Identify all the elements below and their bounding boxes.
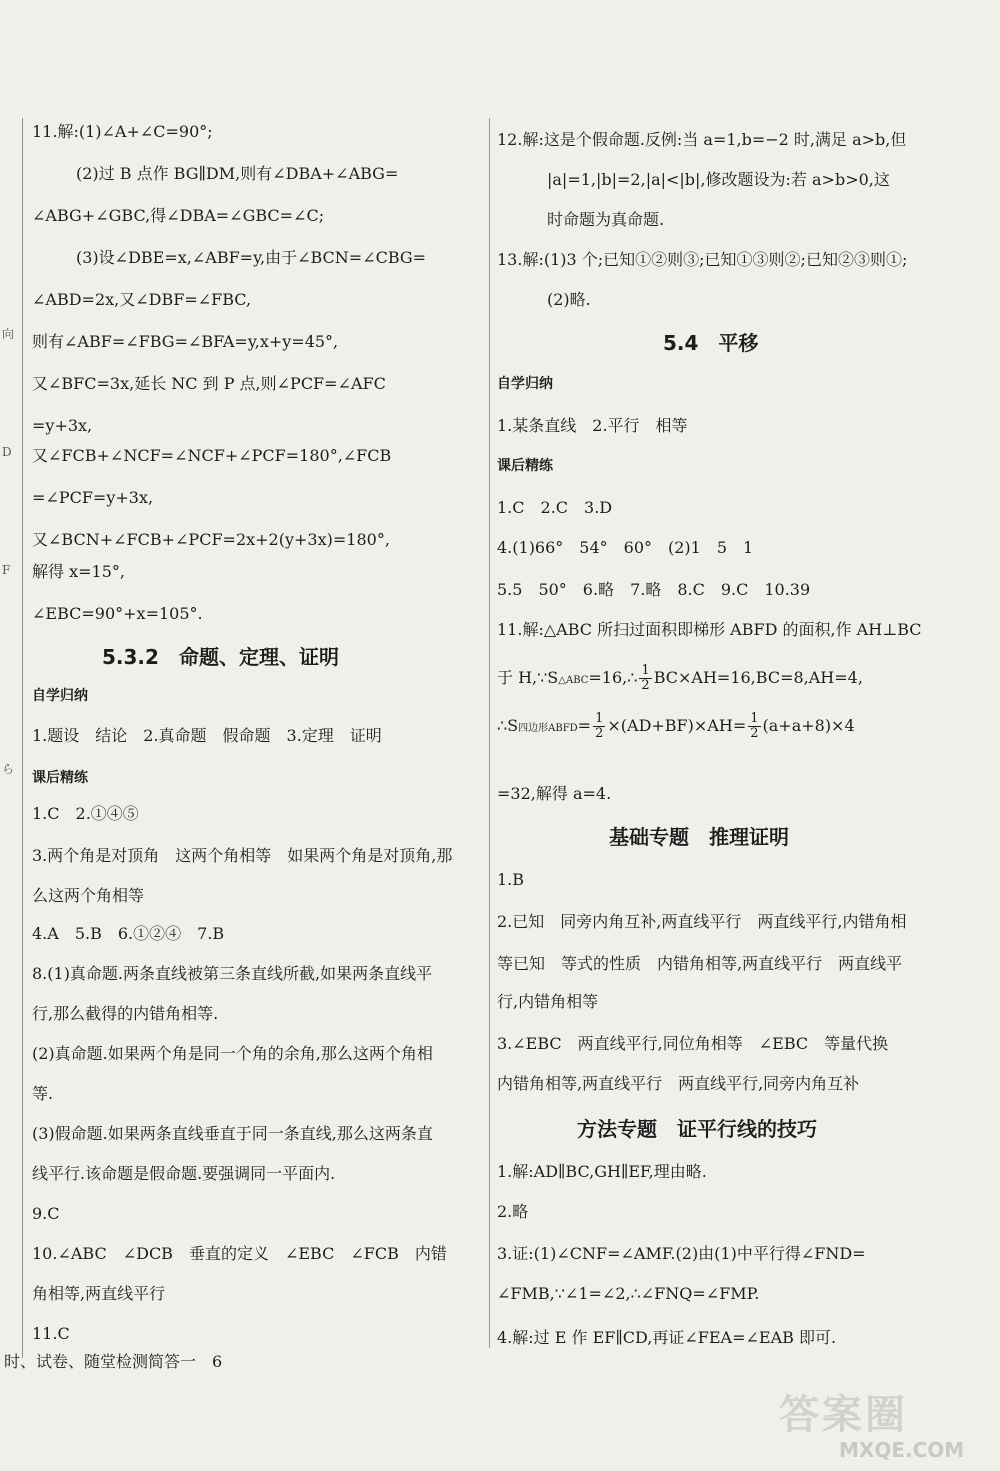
answer-line: 线平行.该命题是假命题.要强调同一平面内. <box>32 1164 336 1183</box>
q11-line: 解得 x=15°, <box>32 562 125 581</box>
answer-line: 11.C <box>32 1324 70 1343</box>
answer-line: 4.解:过 E 作 EF∥CD,再证∠FEA=∠EAB 即可. <box>497 1328 837 1347</box>
q11-line: 11.解:(1)∠A+∠C=90°; <box>32 122 213 141</box>
q11-line: ∠ABG+∠GBC,得∠DBA=∠GBC=∠C; <box>32 206 325 225</box>
q13-line: (2)略. <box>547 290 591 309</box>
q11-line: 则有∠ABF=∠FBG=∠BFA=y,x+y=45°, <box>32 332 339 351</box>
math-text: ∴S <box>497 716 519 735</box>
q11-line: =y+3x, <box>32 416 93 435</box>
q11-line: =∠PCF=y+3x, <box>32 488 154 507</box>
watermark-text: 答案圈 <box>779 1392 908 1438</box>
fraction-numerator: 1 <box>750 711 759 726</box>
heading-zixue: 自学归纳 <box>32 688 88 704</box>
answer-line: 3.∠EBC 两直线平行,同位角相等 ∠EBC 等量代换 <box>497 1034 889 1053</box>
fraction <box>593 712 605 741</box>
q11-line: ∠EBC=90°+x=105°. <box>32 604 203 623</box>
answer-line: 10.∠ABC ∠DCB 垂直的定义 ∠EBC ∠FCB 内错 <box>32 1244 447 1263</box>
answer-line: 3.两个角是对顶角 这两个角相等 如果两个角是对顶角,那 <box>32 846 453 865</box>
section-title-5-3-2: 5.3.2 命题、定理、证明 <box>102 645 339 669</box>
answer-line: 5.5 50° 6.略 7.略 8.C 9.C 10.39 <box>497 580 811 599</box>
answer-line-math <box>497 664 863 693</box>
math-subscript: △ABC <box>558 675 589 686</box>
math-text: (a+a+8)×4 <box>762 716 855 735</box>
answer-line-math <box>497 712 855 741</box>
answer-line: 角相等,两直线平行 <box>32 1284 166 1303</box>
answer-line: 内错角相等,两直线平行 两直线平行,同旁内角互补 <box>497 1074 860 1093</box>
answer-line: 1.C 2.①④⑤ <box>32 804 139 823</box>
margin-mark: ら <box>2 762 15 776</box>
math-text: 于 H,∵S <box>497 668 559 687</box>
math-text: = <box>577 716 592 735</box>
answer-line: 4.(1)66° 54° 60° (2)1 5 1 <box>497 538 754 557</box>
q11-line: (2)过 B 点作 BG∥DM,则有∠DBA+∠ABG= <box>76 164 399 183</box>
section-title-basic: 基础专题 推理证明 <box>609 825 789 849</box>
heading-zixue: 自学归纳 <box>497 376 553 392</box>
answer-line: 1.某条直线 2.平行 相等 <box>497 416 688 435</box>
q12-line: 12.解:这是个假命题.反例:当 a=1,b=−2 时,满足 a>b,但 <box>497 130 907 149</box>
answer-line: 行,内错角相等 <box>497 992 599 1011</box>
section-title-method: 方法专题 证平行线的技巧 <box>577 1117 817 1141</box>
q11-line: 又∠BCN+∠FCB+∠PCF=2x+2(y+3x)=180°, <box>32 530 390 549</box>
binding-line <box>22 118 23 1358</box>
answer-line: 么这两个角相等 <box>32 886 145 905</box>
answer-line: 4.A 5.B 6.①②④ 7.B <box>32 924 225 943</box>
watermark-logo <box>769 1383 994 1467</box>
heading-kehou: 课后精练 <box>32 770 88 786</box>
q13-line: 13.解:(1)3 个;已知①②则③;已知①③则②;已知②③则①; <box>497 250 908 269</box>
answer-line: 2.略 <box>497 1202 529 1221</box>
answer-line: 1.题设 结论 2.真命题 假命题 3.定理 证明 <box>32 726 382 745</box>
math-text: ×(AD+BF)×AH= <box>607 716 747 735</box>
fraction-denominator: 2 <box>641 678 650 693</box>
margin-mark: F <box>2 563 11 577</box>
math-text: BC×AH=16,BC=8,AH=4, <box>653 668 863 687</box>
answer-line: 11.解:△ABC 所扫过面积即梯形 ABFD 的面积,作 AH⊥BC <box>497 620 922 639</box>
q11-line: (3)设∠DBE=x,∠ABF=y,由于∠BCN=∠CBG= <box>76 248 427 267</box>
fraction-denominator: 2 <box>750 726 759 741</box>
answer-line: 1.解:AD∥BC,GH∥EF,理由略. <box>497 1162 707 1181</box>
answer-line: ∠FMB,∵∠1=∠2,∴∠FNQ=∠FMP. <box>497 1284 760 1303</box>
answer-line: (3)假命题.如果两条直线垂直于同一条直线,那么这两条直 <box>32 1124 433 1143</box>
answer-line: 2.已知 同旁内角互补,两直线平行 两直线平行,内错角相 <box>497 912 907 931</box>
margin-mark: D <box>2 445 12 459</box>
math-text: =16,∴ <box>588 668 638 687</box>
answer-line: 行,那么截得的内错角相等. <box>32 1004 219 1023</box>
fraction-numerator: 1 <box>641 663 650 678</box>
column-divider <box>489 118 490 1348</box>
answer-line: (2)真命题.如果两个角是同一个角的余角,那么这两个角相 <box>32 1044 433 1063</box>
q11-line: ∠ABD=2x,又∠DBF=∠FBC, <box>32 290 252 309</box>
answer-line: 9.C <box>32 1204 60 1223</box>
answer-line: 8.(1)真命题.两条直线被第三条直线所截,如果两条直线平 <box>32 964 433 983</box>
fraction-numerator: 1 <box>595 711 604 726</box>
heading-kehou: 课后精练 <box>497 458 553 474</box>
margin-mark: 向 <box>2 327 15 341</box>
fraction <box>639 664 651 693</box>
watermark-url: MXQE.COM <box>839 1438 965 1462</box>
answer-line: 1.B <box>497 870 525 889</box>
math-subscript: 四边形ABFD <box>518 723 578 734</box>
answer-line: =32,解得 a=4. <box>497 784 612 803</box>
section-title-5-4: 5.4 平移 <box>663 331 759 355</box>
q12-line: 时命题为真命题. <box>547 210 665 229</box>
answer-line: 等已知 等式的性质 内错角相等,两直线平行 两直线平 <box>497 954 903 973</box>
page-footer: 时、试卷、随堂检测简答一 6 <box>4 1352 223 1371</box>
answer-line: 3.证:(1)∠CNF=∠AMF.(2)由(1)中平行得∠FND= <box>497 1244 866 1263</box>
answer-line: 等. <box>32 1084 54 1103</box>
q11-line: 又∠BFC=3x,延长 NC 到 P 点,则∠PCF=∠AFC <box>32 374 386 393</box>
answer-line: 1.C 2.C 3.D <box>497 498 613 517</box>
fraction <box>748 712 760 741</box>
fraction-denominator: 2 <box>595 726 604 741</box>
q12-line: |a|=1,|b|=2,|a|<|b|,修改题设为:若 a>b>0,这 <box>547 170 890 189</box>
q11-line: 又∠FCB+∠NCF=∠NCF+∠PCF=180°,∠FCB <box>32 446 392 465</box>
